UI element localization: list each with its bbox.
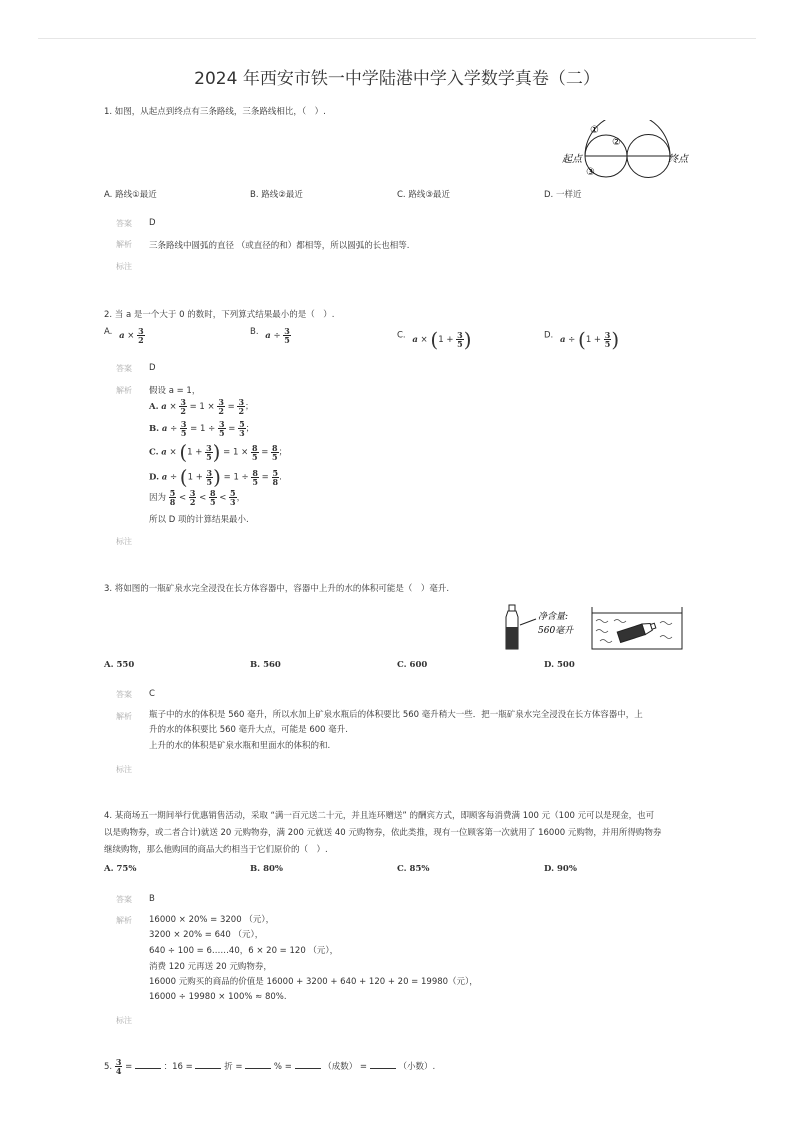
page-title: 2024 年西安市铁一中学陆港中学入学数学真卷（二） [194, 69, 600, 89]
q1-analysis-label: 解析 [116, 240, 132, 249]
q4-analysis-label: 解析 [116, 916, 132, 925]
q1-option-c: C. 路线③最近 [397, 190, 450, 200]
q5-part-3: % = [273, 1062, 292, 1072]
bottle-label-2: 560毫升 [538, 626, 574, 636]
question-2-text: 2. 当 a 是一个大于 0 的数时，下列算式结果最小的是（ ）. [104, 310, 335, 320]
q1-option-d: D. 一样近 [544, 190, 582, 200]
q5-blank-5[interactable] [370, 1059, 396, 1069]
q2-option-b: B. a ÷ $\frac{3}{5}$ [250, 326, 290, 345]
q3-bottle-figure [500, 603, 690, 653]
q3-analysis-line-1: 瓶子中的水的体积是 560 毫升，所以水加上矿泉水瓶后的体积要比 560 毫升稍大一些．把一瓶矿泉水完全浸没在长方体容器中，上 [149, 710, 643, 720]
q1-note-label: 标注 [116, 262, 132, 271]
q3-option-a: A. 550 [104, 660, 135, 670]
q5-blank-2[interactable] [195, 1059, 221, 1069]
q2-analysis-c: C. a × (1 + $\frac{3}{5}$ ) = 1 × $\frac{8}{5}$ = $\frac{8}{5}$ ； [149, 440, 288, 464]
q2-analysis-a: A. a × $\frac{3}{2}$ = 1 × $\frac{3}{2}$ = $\frac{3}{2}$ ； [149, 397, 254, 416]
route-1-label: ① [590, 125, 599, 136]
q1-answer: D [149, 218, 156, 228]
q4-analysis-line-3: 640 ÷ 100 = 6……40，6 × 20 = 120 （元）， [149, 946, 339, 956]
q4-analysis-line-1: 16000 × 20% = 3200 （元）， [149, 915, 275, 925]
q2-because: 因为 [149, 493, 167, 503]
q4-answer-label: 答案 [116, 895, 132, 904]
q3-analysis-line-3: 上升的水的体积是矿泉水瓶和里面水的体积的和. [149, 741, 331, 751]
q3-note-label: 标注 [116, 765, 132, 774]
q2-note-label: 标注 [116, 537, 132, 546]
q2-analysis-b: B. a ÷ $\frac{3}{5}$ = 1 ÷ $\frac{3}{5}$ = $\frac{5}{3}$ ； [149, 419, 255, 438]
q4-option-b: B. 80% [250, 864, 284, 874]
q2-analysis-compare: 因为 $\frac{5}{8}$ < $\frac{3}{2}$ < $\frac{8}{5}$ < $\frac{5}{3}$ ， [149, 488, 246, 507]
question-4-line-3: 继续购物，那么他购回的商品大约相当于它们原价的（ ）. [104, 845, 328, 855]
q2-option-b-letter: B. [250, 327, 259, 337]
q3-answer-label: 答案 [116, 690, 132, 699]
q5-part-1: ：16 = [163, 1062, 193, 1072]
q5-blank-1[interactable] [135, 1059, 161, 1069]
q4-option-a: A. 75% [104, 864, 137, 874]
q2-analysis-label: 解析 [116, 386, 132, 395]
route-2-label: ② [612, 137, 621, 148]
q4-option-d: D. 90% [544, 864, 577, 874]
q2-analysis-d: D. a ÷ (1 + $\frac{3}{5}$ ) = 1 ÷ $\frac{8}{5}$ = $\frac{5}{8}$ . [149, 465, 282, 489]
q5-blank-4[interactable] [295, 1059, 321, 1069]
q4-note-label: 标注 [116, 1016, 132, 1025]
question-3-text: 3. 将如图的一瓶矿泉水完全浸没在长方体容器中，容器中上升的水的体积可能是（ ）毫升. [104, 584, 450, 594]
q4-answer: B [149, 894, 155, 904]
q2-analysis-intro: 假设 a = 1， [149, 386, 201, 396]
q2-option-d: D. a ÷ (1 + $\frac{3}{5}$ ) [544, 327, 620, 351]
q2-option-c: C. a × (1 + $\frac{3}{5}$ ) [397, 327, 472, 351]
q3-option-d: D. 500 [544, 660, 575, 670]
q3-option-c: C. 600 [397, 660, 428, 670]
q2-option-a-letter: A. [104, 327, 113, 337]
question-4-line-2: 以是购物券，或二者合计)就送 20 元购物券，满 200 元就送 40 元购物券，依此类推，现有一位顾客第一次就用了 16000 元购物，并用所得购物券 [104, 828, 662, 838]
q3-analysis-label: 解析 [116, 712, 132, 721]
q4-analysis-line-2: 3200 × 20% = 640 （元）， [149, 930, 264, 940]
q3-answer: C [149, 689, 155, 699]
q5-part-4: （成数） = [323, 1062, 368, 1072]
q2-analysis-conclusion: 所以 D 项的计算结果最小. [149, 515, 249, 525]
q2-option-a: A. a × $\frac{3}{2}$ [104, 326, 144, 345]
q4-analysis-line-6: 16000 ÷ 19980 × 100% ≈ 80%. [149, 992, 287, 1002]
start-label: 起点 [562, 154, 582, 165]
q2-option-d-letter: D. [544, 330, 554, 341]
bottle-label-1: 净含量: [538, 612, 569, 622]
q5-part-2: 折 = [224, 1062, 243, 1072]
question-4-line-1: 4. 某商场五一期间举行优惠销售活动，采取 “满一百元送二十元，并且连环赠送” 的酬宾方式，即顾客每消费满 100 元（100 元可以是现金，也可 [104, 811, 655, 821]
question-1-text: 1. 如图，从起点到终点有三条路线，三条路线相比，（ ）. [104, 107, 326, 117]
q2-option-c-letter: C. [397, 330, 406, 341]
q4-analysis-line-4: 消费 120 元再送 20 元购物券， [149, 962, 272, 972]
question-1-figure [560, 120, 700, 182]
q5-number: 5. [104, 1062, 113, 1072]
q4-analysis-line-5: 16000 元购买的商品的价值是 16000 + 3200 + 640 + 120 + 20 = 19980（元）， [149, 977, 478, 987]
q2-answer: D [149, 363, 156, 373]
question-5: 5. $\frac{3}{4}$ = ：16 = 折 = % = （成数） = （小数）. [104, 1057, 436, 1076]
q1-answer-label: 答案 [116, 219, 132, 228]
q4-option-c: C. 85% [397, 864, 430, 874]
q2-answer-label: 答案 [116, 364, 132, 373]
q3-analysis-line-2: 升的水的体积要比 560 毫升大点，可能是 600 毫升. [149, 725, 348, 735]
q5-blank-3[interactable] [245, 1059, 271, 1069]
end-label: 终点 [668, 154, 688, 165]
top-divider [38, 38, 756, 39]
q3-option-b: B. 560 [250, 660, 281, 670]
route-3-label: ③ [586, 167, 595, 178]
q1-option-a: A. 路线①最近 [104, 190, 157, 200]
q1-option-b: B. 路线②最近 [250, 190, 303, 200]
q5-part-5: （小数）. [398, 1062, 436, 1072]
q1-analysis: 三条路线中圆弧的直径 （或直径的和）都相等，所以圆弧的长也相等. [149, 241, 410, 251]
